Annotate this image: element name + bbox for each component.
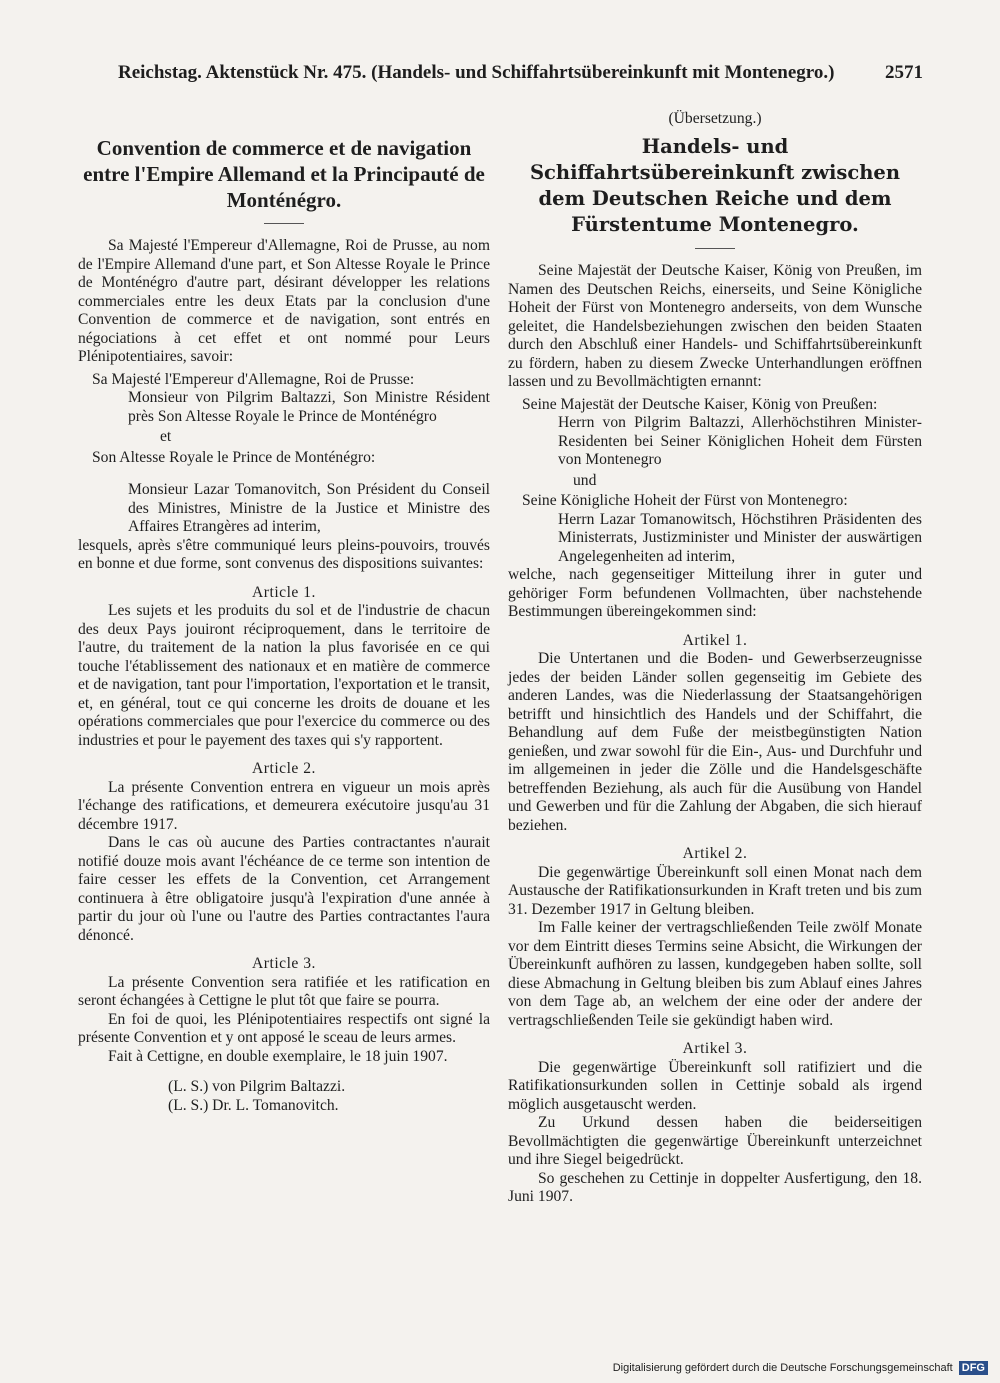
dfg-logo: DFG <box>959 1361 988 1375</box>
german-title: Handels- und Schiffahrtsübereinkunft zwischen dem Deutschen Reiche und dem Fürstentume Montenegro. <box>529 135 901 236</box>
german-delegate2: Herrn Lazar Tomanowitsch, Höchstihren Präsidenten des Ministerrats, Justizminister und Minister der auswärtigen Angelegenheiten ad interim, <box>558 510 922 565</box>
german-art1-heading: Artikel 1. <box>682 631 748 649</box>
french-party1: Sa Majesté l'Empereur d'Allemagne, Roi de Prusse: <box>92 370 415 388</box>
digitization-credit: Digitalisierung gefördert durch die Deutsche Forschungsgemeinschaft <box>612 1362 953 1374</box>
german-delegate1: Herrn von Pilgrim Baltazzi, Allerhöchstihren Minister-Residenten bei Seiner Königlichen Hoheit dem Fürsten von Montenegro <box>558 414 922 468</box>
german-party1: Seine Majestät der Deutsche Kaiser, König von Preußen: <box>522 395 878 413</box>
translation-note: (Übersetzung.) <box>668 110 762 127</box>
footer-credit <box>613 1361 988 1375</box>
german-closing: welche, nach gegenseitiger Mitteilung ihrer in guter und gehöriger Form befundenen Vollmachten, über nachstehende Bestimmungen übereingekommen sind: <box>508 566 922 620</box>
german-art1-text: Die Untertanen und die Boden- und Gewerbserzeugnisse jedes der beiden Länder sollen gegenseitig im Gebiete des anderen Landes, was die Niederlassung der Staatsangehörigen betrifft und hinsichtlich des Handels und der Schiffahrt, die Behandlung auf dem Fuße der meistbegünstigten Nation genießen, und zwar sowohl für die Ein-, Aus- und Durchfuhr und im allgemeinen in jeder die Zölle und die Handelsgeschäfte betreffenden Beziehung, als auch für die Ausübung von Handel und Gewerben und für die Zahlung der Abgaben, die sich hierauf beziehen. <box>508 650 922 834</box>
french-art1-text: Les sujets et les produits du sol et de l'industrie de chacun des deux Pays jouiront réciproquement, dans le territoire de l'autre, du traitement de la nation la plus favorisée en ce qui touche l'établissement des nationaux et en matière de commerce et de navigation, tant pour l'importation, l'exportation et le transit, et, en général, tout ce qui concerne les droits de douane et les opérations commerciales que pour l'exercice du commerce ou des industries et pour le payement des taxes qui s'y rapportent. <box>78 602 490 749</box>
french-delegate1: Monsieur von Pilgrim Baltazzi, Son Ministre Résident près Son Altesse Royale le Prince de Monténégro <box>128 389 490 425</box>
german-date-line: So geschehen zu Cettinje in doppelter Ausfertigung, den 18. Juni 1907. <box>508 1169 922 1205</box>
french-art2-para1: La présente Convention entrera en vigueur un mois après l'échange des ratifications, et demeurera exécutoire jusqu'au 31 décembre 1917. <box>78 778 490 833</box>
german-art3-heading: Artikel 3. <box>682 1040 748 1057</box>
german-art3-para2: Zu Urkund dessen haben die beiderseitigen Bevollmächtigten die gegenwärtige Übereinkunft unterzeichnet und ihre Siegel beigedrückt. <box>508 1114 922 1168</box>
french-closing: lesquels, après s'être communiqué leurs pleins-pouvoirs, trouvés en bonne et due forme, sont convenus des dispositions suivantes: <box>78 536 490 572</box>
french-signature-1: (L. S.) von Pilgrim Baltazzi. <box>168 1078 346 1095</box>
german-column <box>508 110 922 1207</box>
running-header <box>118 62 923 84</box>
french-art3-heading: Article 3. <box>252 955 316 972</box>
german-and: und <box>573 471 597 489</box>
divider <box>264 223 304 224</box>
french-column <box>78 110 490 1115</box>
french-date-line: Fait à Cettigne, en double exemplaire, le 18 juin 1907. <box>108 1047 448 1065</box>
french-preamble: Sa Majesté l'Empereur d'Allemagne, Roi de Prusse, au nom de l'Empire Allemand d'une part, et Son Altesse Royale le Prince de Monténégro d'autre part, désirant développer les relations commerciales entre les deux Etats par la conclusion d'une Convention de commerce et de navigation, sont entrés en négociations à cet effet et ont nommé pour Leurs Plénipotentiaires, savoir: <box>78 237 490 365</box>
page-number: 2571 <box>885 62 923 83</box>
german-preamble: Seine Majestät der Deutsche Kaiser, König von Preußen, im Namen des Deutschen Reichs, einerseits, und Seine Königliche Hoheit der Fürst von Montenegro anderseits, von dem Wunsche geleitet, die Handelsbeziehungen zwischen den beiden Staaten durch den Abschluß einer Handels- und Schiffahrtsübereinkunft zu fördern, haben zu diesem Zwecke Unterhandlungen eröffnen lassen und zu Bevollmächtigten ernannt: <box>508 262 922 390</box>
german-art2-para2: Im Falle keiner der vertragschließenden Teile zwölf Monate vor dem Eintritt dieses Termins seine Absicht, die Wirkungen der Übereinkunft aufhören zu lassen, kundgegeben haben sollte, soll diese Abmachung in Geltung bleiben bis zum Ablauf eines Jahres von dem Tage ab, an welchem der eine oder der andere der vertragschließenden Teile sie gekündigt haben wird. <box>508 919 922 1029</box>
german-art2-para1: Die gegenwärtige Übereinkunft soll einen Monat nach dem Austausche der Ratifikationsurkunden in Kraft treten und bis zum 31. Dezember 1917 in Geltung bleiben. <box>508 863 922 918</box>
french-art3-para1: La présente Convention sera ratifiée et les ratification en seront échangées à Cettigne le plut tôt que faire se pourra. <box>78 973 490 1009</box>
french-art1-heading: Article 1. <box>252 583 316 601</box>
divider <box>695 248 735 249</box>
french-signature-2: (L. S.) Dr. L. Tomanovitch. <box>168 1096 339 1114</box>
french-art2-para2: Dans le cas où aucune des Parties contractantes n'aurait notifié douze mois avant l'échéance de ce terme son intention de faire cesser les effets de la Convention, cet Arrangement continuera à être obligatoire jusqu'à l'expiration d'une année à partir du jour où l'une ou l'autre des Parties contractantes l'aura dénoncé. <box>78 834 490 944</box>
german-art3-para1: Die gegenwärtige Übereinkunft soll ratifiziert und die Ratifikationsurkunden sollen in Cettinje sobald als irgend möglich ausgetauscht werden. <box>508 1058 922 1113</box>
french-party2: Son Altesse Royale le Prince de Monténégro: <box>92 448 376 466</box>
running-head: Reichstag. Aktenstück Nr. 475. (Handels- und Schiffahrtsübereinkunft mit Montenegro.) <box>118 62 835 83</box>
german-art2-heading: Artikel 2. <box>682 845 748 862</box>
french-delegate2: Monsieur Lazar Tomanovitch, Son Président du Conseil des Ministres, Ministre de la Justice et Ministre des Affaires Etrangères ad interim, <box>128 481 490 535</box>
french-art2-heading: Article 2. <box>252 760 316 777</box>
french-art3-para2: En foi de quoi, les Plénipotentiaires respectifs ont signé la présente Convention et y ont apposé le sceau de leurs armes. <box>78 1010 490 1046</box>
french-title: Convention de commerce et de navigation entre l'Empire Allemand et la Principauté de Monténégro. <box>83 136 485 212</box>
french-and: et <box>160 428 172 445</box>
german-party2: Seine Königliche Hoheit der Fürst von Montenegro: <box>522 492 848 509</box>
